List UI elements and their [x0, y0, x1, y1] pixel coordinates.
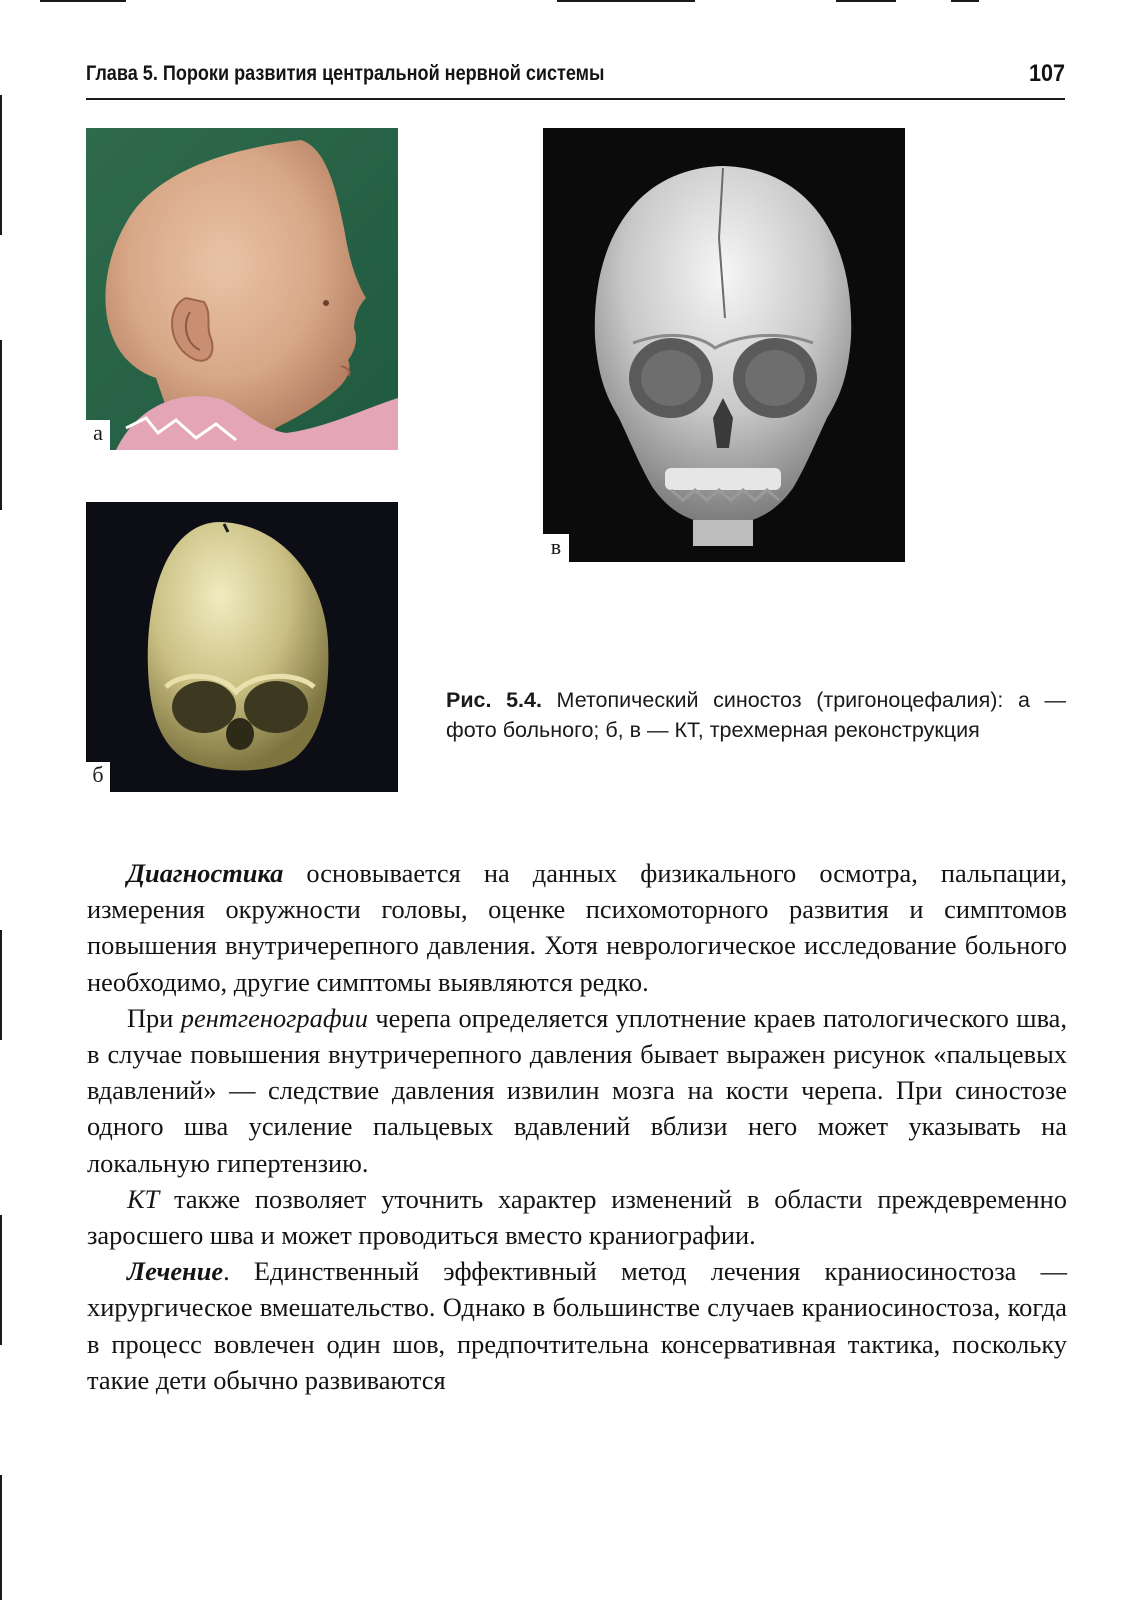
figure-caption-text: Метопический синостоз (тригоноцефалия): а — фото больного; б, в — КТ, трехмерная реконструкция	[446, 688, 1066, 742]
panel-label-v: в	[543, 534, 569, 562]
scan-edge-left-3	[0, 930, 2, 1040]
figure-caption	[446, 685, 1066, 745]
paragraph-radiography-start: При	[127, 1002, 181, 1033]
figure-panel-v-ct	[543, 128, 905, 562]
term-treatment: Лечение	[127, 1256, 224, 1287]
figure-caption-label: Рис. 5.4.	[446, 688, 542, 712]
scan-mark-top-left	[40, 0, 126, 2]
paragraph-diagnostics-text: основывается на данных физикального осмотра, пальпации, измерения окружности головы, оценке психомоторного развития и симптомов повышения внутричерепного давления. Хотя неврологическое исследование больного необходимо, другие симптомы выявляются редко.	[87, 858, 1067, 997]
term-radiography: рентгенографии	[180, 1002, 368, 1033]
paragraph-ct-text: также позволяет уточнить характер изменений в области преждевременно заросшего шва и может проводиться вместо краниографии.	[87, 1183, 1067, 1251]
scan-edge-left-1	[0, 95, 2, 235]
ct-skull-frontal-view	[543, 128, 905, 562]
scan-mark-top-right-2	[951, 0, 979, 2]
scan-edge-left-4	[0, 1215, 2, 1345]
paragraph-ct	[87, 1181, 1067, 1253]
panel-label-b: б	[86, 762, 110, 792]
paragraph-diagnostics	[87, 855, 1067, 1000]
term-diagnostics: Диагностика	[127, 858, 284, 888]
figure-panel-b-ct	[86, 502, 398, 792]
scan-edge-left-5	[0, 1475, 2, 1600]
panel-label-a: а	[86, 420, 110, 450]
child-profile-photo	[86, 128, 398, 450]
scan-mark-top-right	[836, 0, 896, 2]
paragraph-treatment-text: . Единственный эффективный метод лечения краниосиностоза — хирургическое вмешательство. Однако в большинстве случаев краниосиностоза, когда в процесс вовлечен один шов, предпочтительна консервативная тактика, поскольку такие дети обычно развиваются	[87, 1256, 1067, 1395]
chapter-title: Глава 5. Пороки развития центральной нервной системы	[86, 62, 605, 85]
ct-skull-top-view	[86, 502, 398, 792]
paragraph-treatment	[87, 1253, 1067, 1398]
page-number: 107	[1028, 60, 1065, 87]
figure-panel-a-photo	[86, 128, 398, 450]
running-header	[86, 60, 1065, 100]
term-ct: КТ	[127, 1183, 160, 1214]
paragraph-radiography	[87, 1000, 1067, 1181]
body-text	[87, 855, 1067, 1398]
scan-edge-left-2	[0, 340, 2, 510]
scan-mark-top-center	[557, 0, 695, 2]
paragraph-radiography-text: черепа определяется уплотнение краев патологического шва, в случае повышения внутричерепного давления бывает выражен рисунок «пальцевых вдавлений» — следствие давления извилин мозга на кости черепа. При синостозе одного шва усиление пальцевых вдавлений вблизи него может указывать на локальную гипертензию.	[87, 1002, 1067, 1178]
